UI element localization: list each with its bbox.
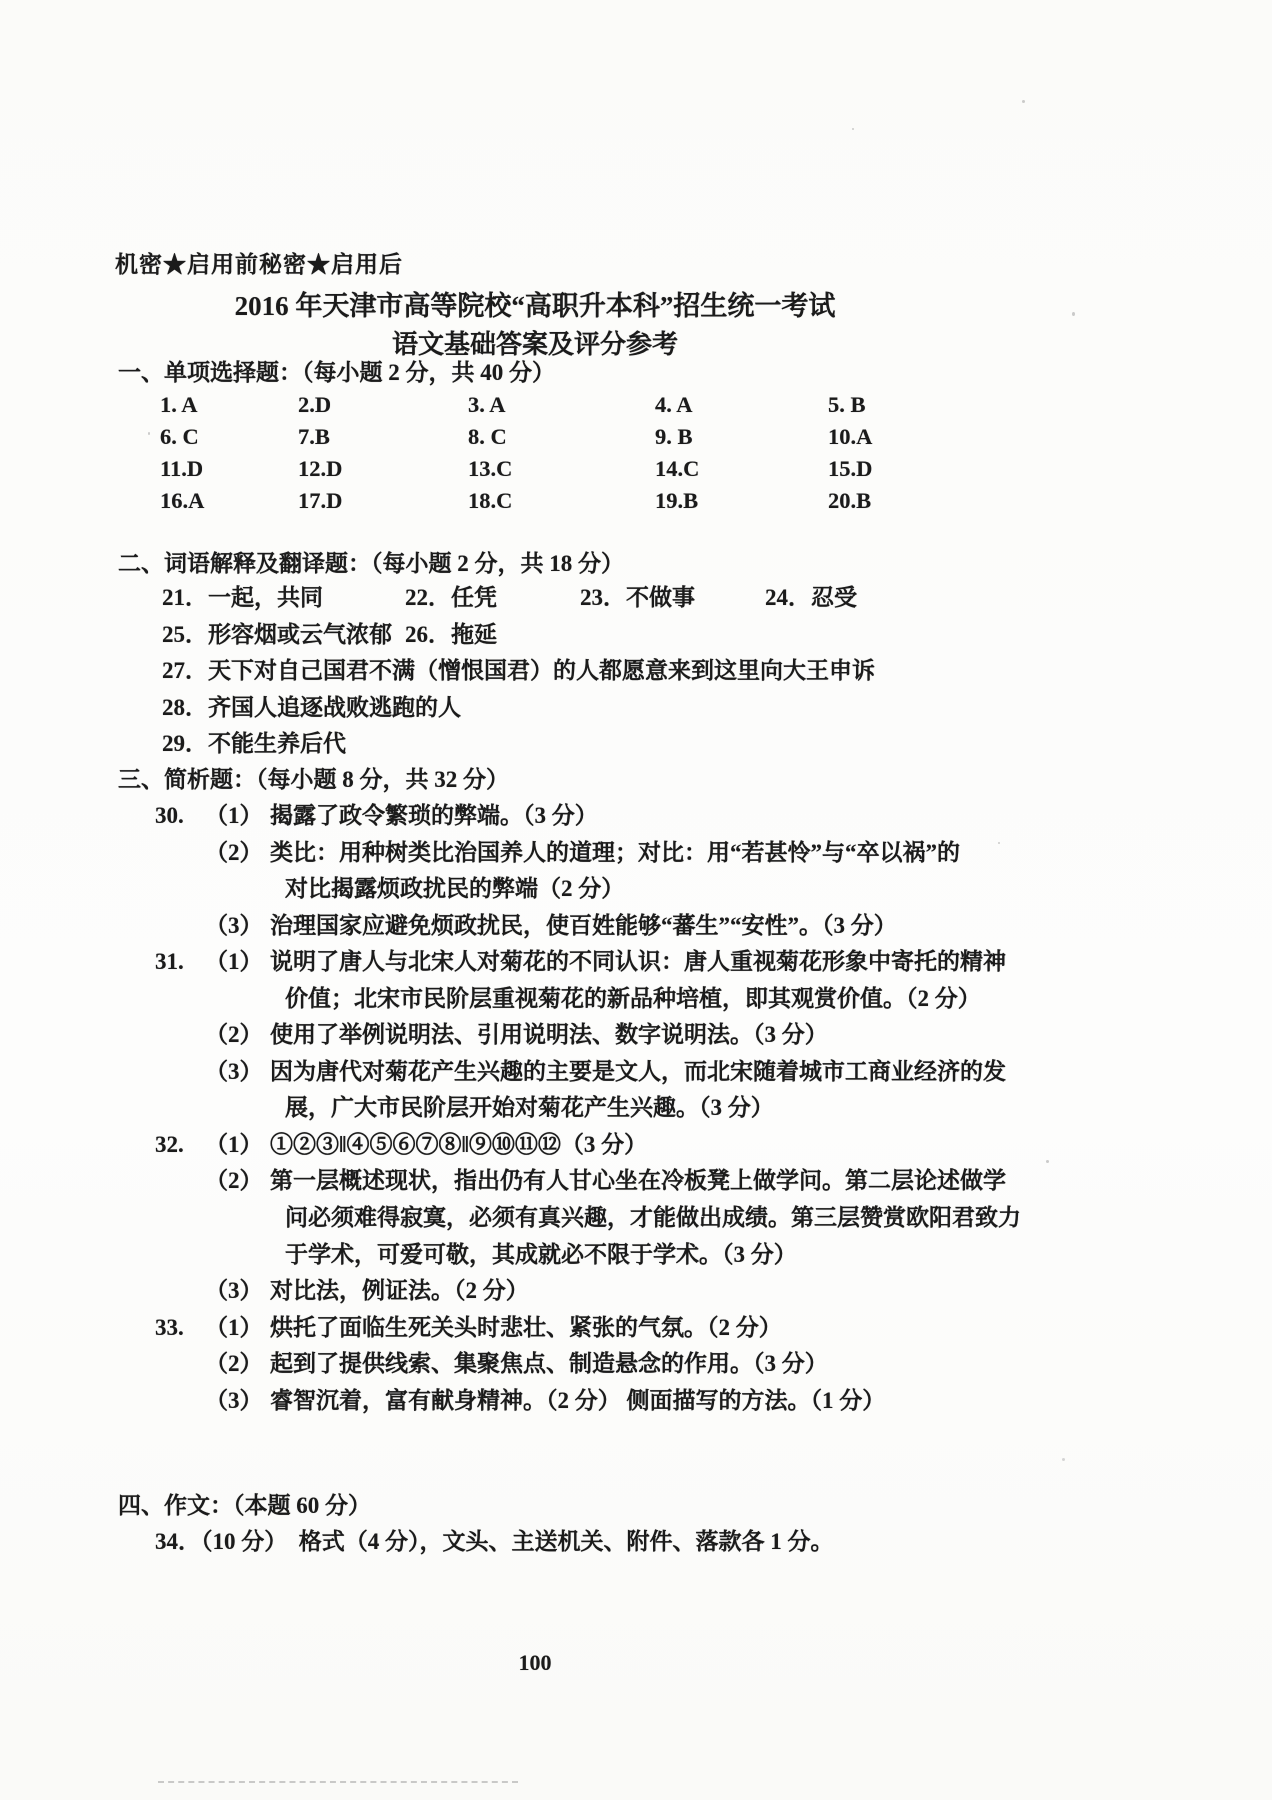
section-three-heading: 三、简析题：（每小题 8 分，共 32 分）: [118, 767, 509, 792]
answer-text: ①②③‖④⑤⑥⑦⑧‖⑨⑩⑪⑫（3 分）: [270, 1131, 648, 1157]
answer-line: [0, 835, 1272, 872]
document-subtitle: 语文基础答案及评分参考: [391, 330, 678, 359]
question-number: [155, 1054, 205, 1091]
mc-answer: 18.C: [468, 488, 513, 513]
sub-question-number: （3）: [205, 912, 263, 938]
mc-answer: 20.B: [828, 488, 872, 513]
section-two-heading: 二、词语解释及翻译题：（每小题 2 分，共 18 分）: [118, 551, 624, 576]
word-answer: 26．拖延: [405, 621, 497, 647]
scan-artifact-line: [158, 1781, 518, 1783]
answer-text: 对比法，例证法。（2 分）: [270, 1278, 529, 1304]
question-number: [155, 1383, 205, 1420]
sub-question-number: （3）: [205, 1058, 263, 1084]
scan-speckle: [148, 432, 150, 435]
section-multiple-choice: [0, 356, 1272, 517]
answer-continuation: 价值；北宋市民阶层重视菊花的新品种培植，即其观赏价值。（2 分）: [285, 985, 981, 1011]
answer-text: 因为唐代对菊花产生兴趣的主要是文人，而北宋随着城市工商业经济的发: [270, 1058, 1006, 1084]
translation-answer: 29．不能生养后代: [162, 731, 346, 757]
mc-answer: 1. A: [160, 392, 198, 417]
mc-answer: 16.A: [160, 488, 205, 513]
section-essay: [0, 1487, 1272, 1561]
mc-answer: 19.B: [655, 488, 699, 513]
word-answer: 23．不做事: [580, 585, 695, 610]
answer-continuation: 问必须难得寂寞，必须有真兴趣，才能做出成绩。第三层赞赏欧阳君致力: [285, 1205, 1021, 1231]
sub-question-number: （3）: [205, 1387, 263, 1413]
question-number: 32.: [155, 1131, 184, 1157]
answer-line: [0, 944, 1272, 981]
question-number: 33.: [155, 1314, 184, 1340]
section-four-heading: 四、作文：（本题 60 分）: [118, 1493, 371, 1518]
answer-line: [0, 1054, 1272, 1091]
answer-row: [0, 421, 1272, 453]
answer-row: [0, 453, 1272, 485]
sub-question-number: （1）: [205, 1131, 263, 1157]
mc-answer: 9. B: [655, 424, 693, 449]
question-number: 30.: [155, 803, 184, 828]
question-number: [155, 908, 205, 945]
section-one-heading: 一、单项选择题：（每小题 2 分，共 40 分）: [118, 360, 555, 385]
answer-text: 治理国家应避免烦政扰民，使百姓能够“蕃生”“安性”。（3 分）: [270, 912, 897, 938]
answer-text: 揭露了政令繁琐的弊端。（3 分）: [270, 803, 598, 828]
sub-question-number: （2）: [205, 1351, 263, 1377]
section-word-explanation: [0, 547, 1272, 763]
answer-continuation: 对比揭露烦政扰民的弊端（2 分）: [285, 876, 625, 902]
mc-answer: 12.D: [298, 456, 343, 481]
question-number: [155, 1017, 205, 1054]
answer-line: [0, 1017, 1272, 1054]
question-number: [155, 1163, 205, 1200]
scan-speckle: [852, 128, 854, 130]
answer-text: 说明了唐人与北宋人对菊花的不同认识：唐人重视菊花形象中寄托的精神: [270, 949, 1006, 975]
answer-text: 使用了举例说明法、引用说明法、数字说明法。（3 分）: [270, 1022, 828, 1048]
answer-line: [0, 908, 1272, 945]
answer-line: [0, 1346, 1272, 1383]
question-number: 31.: [155, 949, 184, 975]
answer-line: [0, 1163, 1272, 1200]
mc-answer: 2.D: [298, 392, 332, 417]
scan-speckle: [998, 842, 1000, 844]
word-answer: 22．任凭: [405, 585, 497, 610]
answer-row: [0, 389, 1272, 421]
section-analysis: [0, 762, 1272, 1419]
answer-text: 起到了提供线索、集聚焦点、制造悬念的作用。（3 分）: [270, 1351, 828, 1377]
answer-text: 睿智沉着，富有献身精神。（2 分） 侧面描写的方法。（1 分）: [270, 1387, 886, 1413]
sub-question-number: （2）: [205, 839, 263, 865]
answer-continuation: 于学术，可爱可敬，其成就必不限于学术。（3 分）: [285, 1241, 797, 1267]
word-answer: 24．忍受: [765, 585, 857, 610]
sub-question-number: （3）: [205, 1278, 263, 1304]
translation-answer: 28．齐国人追逐战败逃跑的人: [162, 694, 461, 720]
scan-speckle: [1022, 100, 1025, 103]
answer-line: [0, 1273, 1272, 1310]
answer-line: [0, 1127, 1272, 1164]
question-number: [155, 835, 205, 872]
answer-text: 烘托了面临生死关头时悲壮、紧张的气氛。（2 分）: [270, 1314, 782, 1340]
sub-question-number: （2）: [205, 1168, 263, 1194]
question-number: [155, 1346, 205, 1383]
mc-answer: 10.A: [828, 424, 873, 449]
answer-line: [0, 1310, 1272, 1347]
answer-continuation: 展，广大市民阶层开始对菊花产生兴趣。（3 分）: [285, 1095, 774, 1121]
confidential-notice: 机密★启用前秘密★启用后: [115, 252, 403, 277]
mc-answer: 4. A: [655, 392, 693, 417]
sub-question-number: （1）: [205, 1314, 263, 1340]
question-number: [155, 1273, 205, 1310]
scan-speckle: [1072, 312, 1075, 316]
scan-speckle: [1046, 1160, 1049, 1163]
answer-line: [0, 1383, 1272, 1420]
answer-line: [0, 798, 1272, 835]
mc-answer: 17.D: [298, 488, 343, 513]
mc-answer: 11.D: [160, 456, 204, 481]
answer-row: [0, 617, 1272, 654]
mc-answer: 6. C: [160, 424, 199, 449]
mc-answer: 3. A: [468, 392, 506, 417]
answer-row: [0, 485, 1272, 517]
mc-answer: 5. B: [828, 392, 866, 417]
scan-speckle: [1062, 1458, 1065, 1461]
word-answer: 25．形容烟或云气浓郁: [162, 621, 392, 647]
mc-answer: 15.D: [828, 456, 873, 481]
mc-answer: 14.C: [655, 456, 700, 481]
answer-row: [0, 580, 1272, 617]
answer-text: 第一层概述现状，指出仍有人甘心坐在冷板凳上做学问。第二层论述做学: [270, 1168, 1006, 1194]
document-title: 2016 年天津市高等院校“高职升本科”招生统一考试: [234, 291, 836, 321]
sub-question-number: （1）: [205, 949, 263, 975]
mc-answer: 7.B: [298, 424, 330, 449]
mc-answer: 8. C: [468, 424, 507, 449]
sub-question-number: （2）: [205, 1022, 263, 1048]
essay-scoring-line: 34．（10 分） 格式（4 分），文头、主送机关、附件、落款各 1 分。: [155, 1529, 834, 1554]
sub-question-number: （1）: [205, 803, 263, 828]
translation-answer: 27．天下对自己国君不满（憎恨国君）的人都愿意来到这里向大王申诉: [162, 658, 875, 684]
page-number: 100: [518, 1650, 552, 1675]
word-answer: 21．一起，共同: [162, 585, 323, 610]
mc-answer: 13.C: [468, 456, 513, 481]
answer-text: 类比：用种树类比治国养人的道理；对比：用“若甚怜”与“卒以祸”的: [270, 839, 960, 865]
